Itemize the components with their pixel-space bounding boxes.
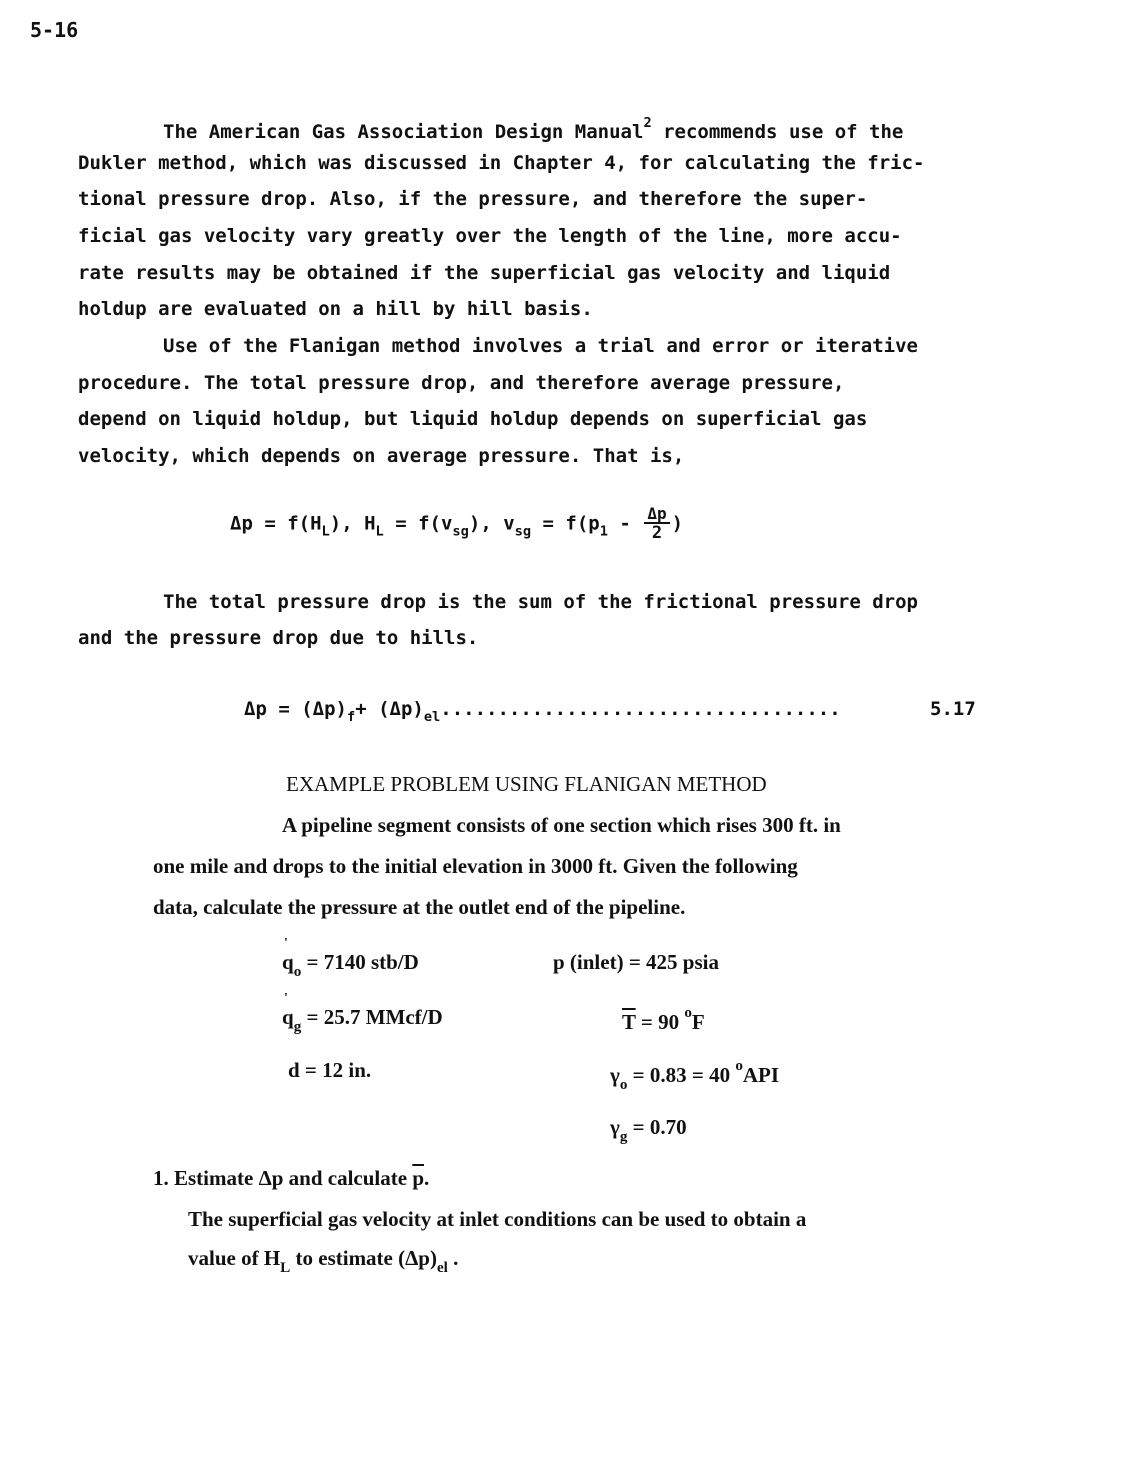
given-gamma-g: $\gamma_g = 0.70$ [610,1115,687,1145]
step-1-title: 1. Estimate Δp and calculate $\overline{p}$. [153,1166,430,1190]
given-d: d = 12 in. [288,1058,372,1082]
example-heading: EXAMPLE PROBLEM USING FLANIGAN METHOD [286,772,767,796]
equation-number: 5.17 [930,698,976,720]
text-line: holdup are evaluated on a hill by hill basis. [78,298,593,320]
text-line: The superficial gas velocity at inlet conditions can be used to obtain a [188,1207,807,1231]
equation-dependencies: $\Delta p = f(H_L)$, $H_L = f(v_{sg})$, $v_{sg} = f(p_1$ - $\frac{\Delta p}{2}$ ) [230,504,684,543]
given-gamma-o: $\gamma_o = 0.83 = 40$ $^o$API [610,1058,780,1093]
text-line: depend on liquid holdup, but liquid holdup depends on superficial gas [78,408,868,430]
fraction: $\frac{\Delta p}{2}$ [644,506,669,542]
text-line: rate results may be obtained if the superficial gas velocity and liquid [78,262,891,284]
text-line: ficial gas velocity vary greatly over the length of the line, more accu- [78,225,902,247]
text-line: one mile and drops to the initial elevation in 3000 ft. Given the following [153,854,798,878]
text-line: A pipeline segment consists of one section which rises 300 ft. in [282,813,841,837]
text-line: The total pressure drop is the sum of the frictional pressure drop [163,591,918,613]
step-1-line2: value of $H_L$ to estimate $(\Delta p)_{el}$ . [188,1246,459,1276]
text-line: procedure. The total pressure drop, and therefore average pressure, [78,372,845,394]
given-p-inlet: p (inlet) = 425 psia [553,950,719,974]
page-number: 5-16 [30,18,79,42]
text-line: Use of the Flanigan method involves a trial and error or iterative [163,335,918,357]
text-line: The American Gas Association Design Manual$^2$ recommends use of the [163,115,904,143]
text-line: velocity, which depends on average pressure. That is, [78,445,685,467]
text-line: tional pressure drop. Also, if the pressure, and therefore the super- [78,188,868,210]
given-T: $\overline{T} = 90$ $^o$F [622,1005,705,1035]
given-qo: ' $q_o = 7140$ stb/D [282,936,419,980]
text-line: Dukler method, which was discussed in Chapter 4, for calculating the fric- [78,152,925,174]
given-qg: ' $q_g = 25.7$ MMcf/D [282,991,443,1035]
text-line: and the pressure drop due to hills. [78,627,479,649]
text-line: data, calculate the pressure at the outlet end of the pipeline. [153,895,686,919]
equation-5-17: $\Delta p = (\Delta p)_f+ (\Delta p)_{el}$................................... [244,698,841,726]
